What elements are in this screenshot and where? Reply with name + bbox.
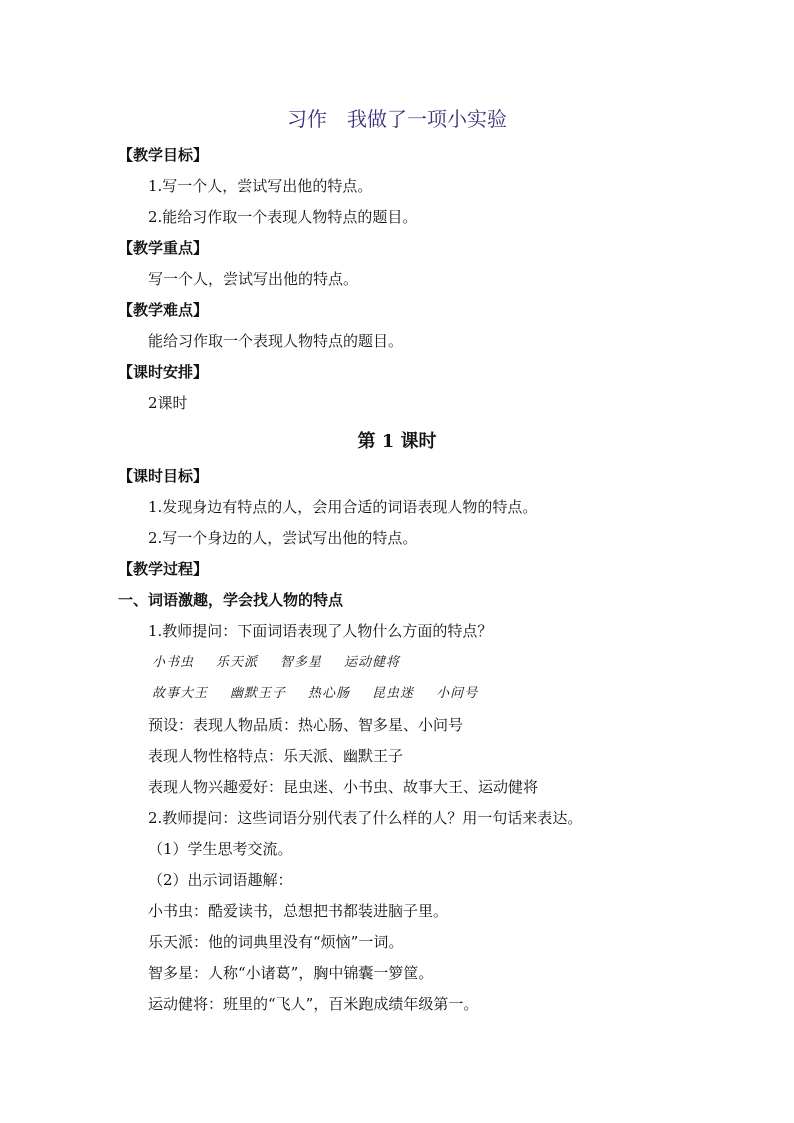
word-item: 昆虫迷 [372,686,415,701]
goal-item-2: 2.能给习作取一个表现人物特点的题目。 [148,208,418,226]
word-item: 热心肠 [308,686,351,701]
lesson-title: 第 1 课时 [357,431,437,452]
part1-title: 一、词语激趣，学会找人物的特点 [118,591,344,609]
title-part-1: 习作 [287,107,327,131]
explanation-4: 运动健将：班里的“飞人”，百米跑成绩年级第一。 [148,995,479,1013]
question-2: 2.教师提问：这些词语分别代表了什么样的人？用一句话来表达。 [148,809,583,827]
process-heading: 【教学过程】 [118,560,209,578]
explanation-3: 智多星：人称“小诸葛”，胸中锦囊一箩筐。 [148,964,434,982]
schedule-heading: 【课时安排】 [118,363,209,381]
word-item: 小问号 [436,686,479,701]
word-item: 小书虫 [152,655,195,670]
step-2: （2）出示词语趣解： [148,871,293,889]
difficulty-text: 能给习作取一个表现人物特点的题目。 [148,332,404,350]
page-title [0,106,794,132]
explanation-2: 乐天派：他的词典里没有“烦恼”一词。 [148,933,404,951]
title-part-2: 我做了一项小实验 [347,107,507,131]
goal-item-1: 1.写一个人，尝试写出他的特点。 [148,177,373,195]
lesson-goals-heading: 【课时目标】 [118,467,209,485]
word-item: 故事大王 [152,686,209,701]
key-heading: 【教学重点】 [118,239,209,257]
preset-3: 表现人物兴趣爱好：昆虫迷、小书虫、故事大王、运动健将 [148,778,539,796]
preset-2: 表现人物性格特点：乐天派、幽默王子 [148,747,404,765]
word-item: 幽默王子 [230,686,287,701]
word-item: 运动健将 [344,655,401,670]
question-1: 1.教师提问：下面词语表现了人物什么方面的特点？ [148,622,493,640]
difficulty-heading: 【教学难点】 [118,301,209,319]
key-text: 写一个人，尝试写出他的特点。 [148,270,359,288]
schedule-text: 2课时 [148,394,188,412]
word-item: 智多星 [280,655,323,670]
step-1: （1）学生思考交流。 [148,840,293,858]
lesson-goal-1: 1.发现身边有特点的人，会用合适的词语表现人物的特点。 [148,498,538,516]
word-list-row-2 [152,684,500,704]
word-list-row-1 [152,653,422,673]
explanation-1: 小书虫：酷爱读书，总想把书都装进脑子里。 [148,902,449,920]
word-item: 乐天派 [216,655,259,670]
goals-heading: 【教学目标】 [118,146,209,164]
preset-1: 预设：表现人物品质：热心肠、智多星、小问号 [148,716,464,734]
lesson-goal-2: 2.写一个身边的人，尝试写出他的特点。 [148,529,418,547]
